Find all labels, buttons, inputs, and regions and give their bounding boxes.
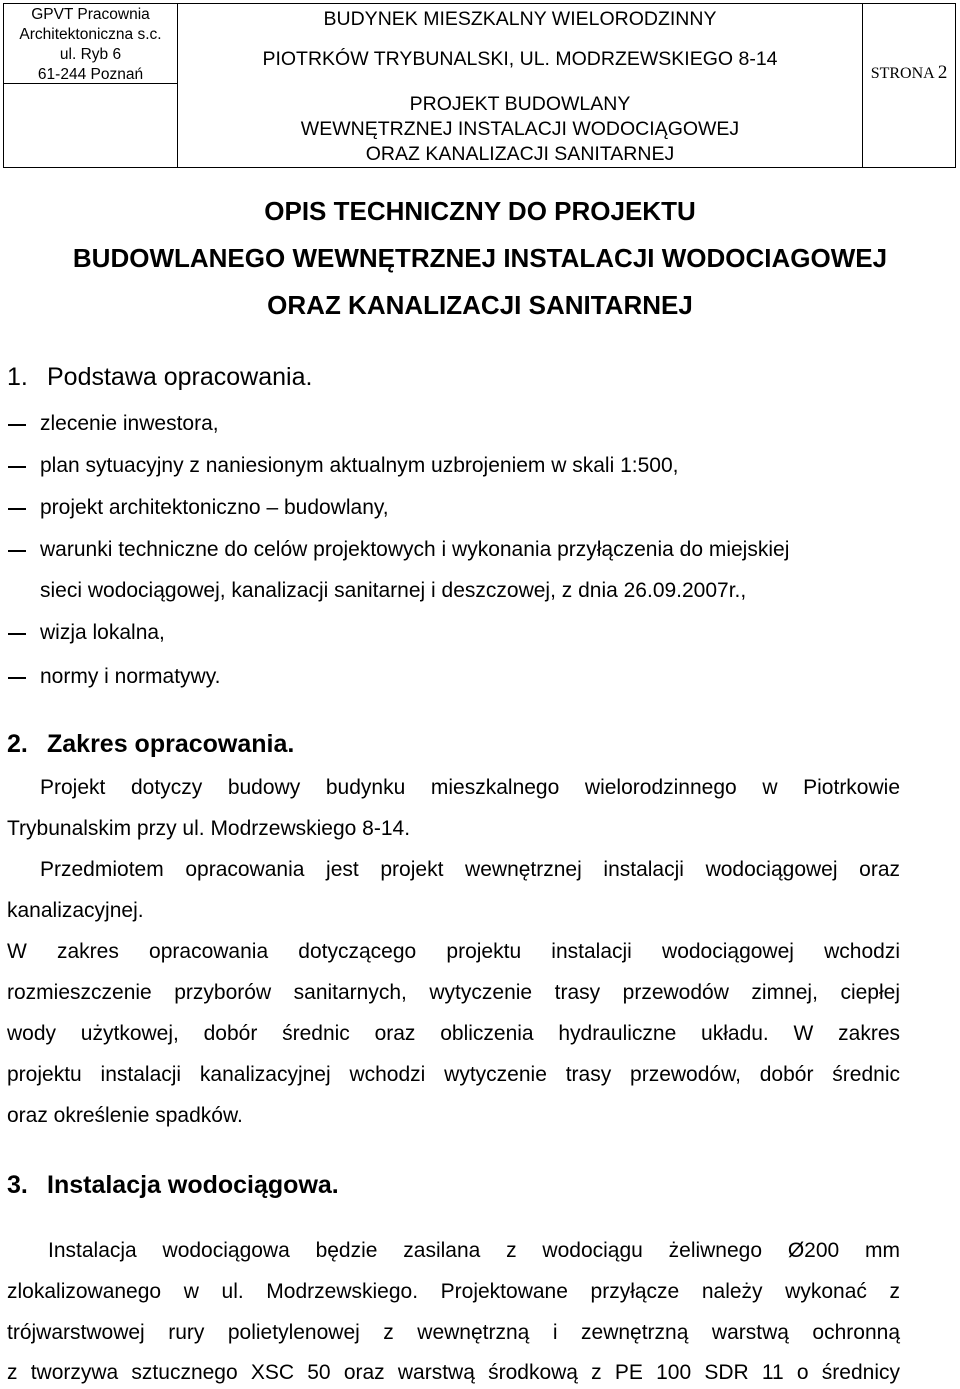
paragraph-line: oraz określenie spadków. <box>7 1104 243 1127</box>
list-item-continuation: sieci wodociągowej, kanalizacji sanitarnej i deszczowej, z dnia 26.09.2007r., <box>40 579 747 602</box>
section-2-heading <box>7 729 294 759</box>
paragraph-line: wody użytkowej, dobór średnic oraz obliczenia hydrauliczne układu. W zakres <box>7 1022 900 1045</box>
paragraph-line: zlokalizowanego w ul. Modrzewskiego. Projektowane przyłącze należy wykonać z <box>7 1280 900 1303</box>
header-page-cell <box>863 4 955 167</box>
bullet-dash <box>8 424 26 426</box>
project-scope-1: WEWNĘTRZNEJ INSTALACJI WODOCIĄGOWEJ <box>300 118 740 140</box>
document-header <box>3 3 956 168</box>
paragraph-line: Przedmiotem opracowania jest projekt wewnętrznej instalacji wodociągowej oraz <box>40 858 900 881</box>
list-item: normy i normatywy. <box>40 665 221 688</box>
paragraph-line: rozmieszczenie przyborów sanitarnych, wytyczenie trasy przewodów zimnej, ciepłej <box>7 981 900 1004</box>
bullet-dash <box>8 508 26 510</box>
project-scope-2: ORAZ KANALIZACJI SANITARNEJ <box>365 143 675 165</box>
section-2-number: 2. <box>7 730 28 758</box>
header-project-cell <box>178 4 863 167</box>
bullet-dash <box>8 466 26 468</box>
section-1-heading <box>7 362 312 392</box>
section-3-heading <box>7 1170 339 1200</box>
page-number: 2 <box>937 62 948 83</box>
bullet-dash <box>8 677 26 679</box>
list-item: warunki techniczne do celów projektowych i wykonania przyłączenia do miejskiej <box>40 538 790 561</box>
paragraph-line: Projekt dotyczy budowy budynku mieszkalnego wielorodzinnego w Piotrkowie <box>40 776 900 799</box>
document-title-line-1: OPIS TECHNICZNY DO PROJEKTU <box>264 196 696 226</box>
page-label: STRONA <box>870 65 934 82</box>
paragraph-line: z tworzywa sztucznego XSC 50 oraz warstwą środkową z PE 100 SDR 11 o średnicy <box>7 1361 900 1384</box>
bullet-dash <box>8 633 26 635</box>
page-indicator <box>863 62 955 84</box>
company-street: ul. Ryb 6 <box>59 46 122 63</box>
paragraph-line: W zakres opracowania dotyczącego projektu instalacji wodociągowej wchodzi <box>7 940 900 963</box>
section-1-title: Podstawa opracowania. <box>47 363 313 391</box>
building-type: BUDYNEK MIESZKALNY WIELORODZINNY <box>323 8 717 30</box>
company-type: Architektoniczna s.c. <box>19 26 162 43</box>
list-item: zlecenie inwestora, <box>40 412 219 435</box>
building-address: PIOTRKÓW TRYBUNALSKI, UL. MODRZEWSKIEGO 8-14 <box>262 48 778 70</box>
section-2-title: Zakres opracowania. <box>47 730 295 758</box>
document-title-line-2: BUDOWLANEGO WEWNĘTRZNEJ INSTALACJI WODOCIAGOWEJ <box>72 243 888 273</box>
section-3-title: Instalacja wodociągowa. <box>47 1171 339 1199</box>
list-item: plan sytuacyjny z naniesionym aktualnym uzbrojeniem w skali 1:500, <box>40 454 679 477</box>
header-company-cell <box>4 4 178 167</box>
bullet-dash <box>8 550 26 552</box>
paragraph-line: Instalacja wodociągowa będzie zasilana z wodociągu żeliwnego Ø200 mm <box>48 1239 900 1262</box>
paragraph-line: Trybunalskim przy ul. Modrzewskiego 8-14. <box>7 817 411 840</box>
company-city: 61-244 Poznań <box>37 66 144 83</box>
list-item: projekt architektoniczno – budowlany, <box>40 496 389 519</box>
section-3-number: 3. <box>7 1171 28 1199</box>
paragraph-line: projektu instalacji kanalizacyjnej wchodzi wytyczenie trasy przewodów, dobór średnic <box>7 1063 900 1086</box>
header-divider <box>4 83 178 84</box>
list-item: wizja lokalna, <box>40 621 165 644</box>
paragraph-line: kanalizacyjnej. <box>7 899 144 922</box>
paragraph-line: trójwarstwowej rury polietylenowej z wewnętrzną i zewnętrzną warstwą ochronną <box>7 1321 900 1344</box>
project-type: PROJEKT BUDOWLANY <box>409 93 631 115</box>
company-name: GPVT Pracownia <box>31 6 150 23</box>
section-1-number: 1. <box>7 363 28 391</box>
document-title-line-3: ORAZ KANALIZACJI SANITARNEJ <box>267 290 693 320</box>
